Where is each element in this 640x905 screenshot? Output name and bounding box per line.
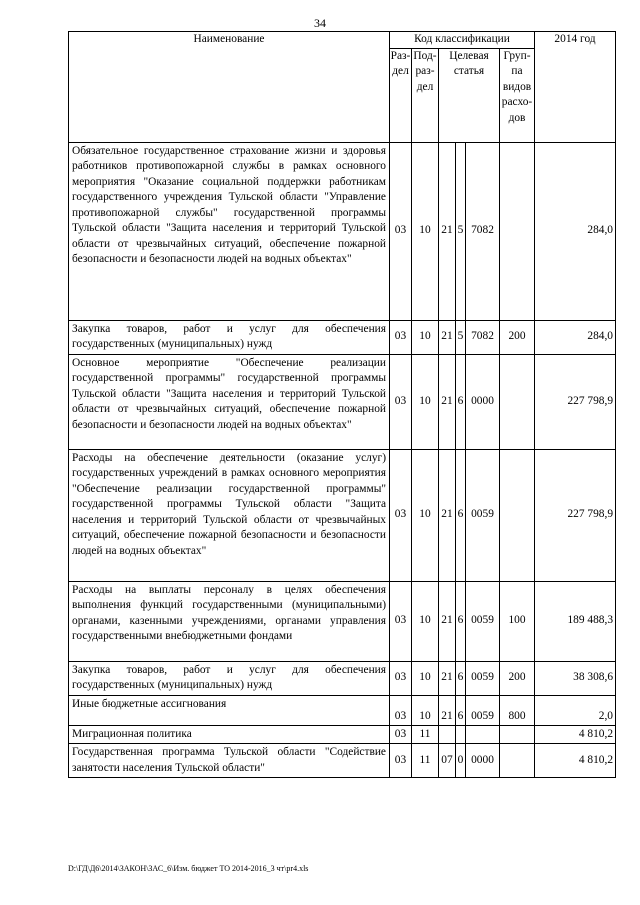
header-group: Груп-па видов расхо-дов (500, 48, 535, 142)
row-target-part-2: 6 (456, 449, 466, 581)
row-target-part-1: 21 (439, 449, 456, 581)
row-target-part-3 (466, 725, 500, 744)
row-podrazdel: 10 (412, 449, 439, 581)
row-expense-group (500, 449, 535, 581)
row-target-part-3: 0059 (466, 449, 500, 581)
row-target-part-2 (456, 725, 466, 744)
row-podrazdel: 10 (412, 581, 439, 661)
table-row (69, 744, 616, 778)
row-razdel: 03 (390, 142, 412, 320)
row-razdel: 03 (390, 449, 412, 581)
row-target-part-1: 21 (439, 695, 456, 725)
header-podrazdel: Под-раз-дел (412, 48, 439, 142)
row-podrazdel: 10 (412, 354, 439, 449)
table-row (69, 695, 616, 725)
row-target-part-1 (439, 725, 456, 744)
row-expense-group (500, 744, 535, 778)
row-amount: 38 308,6 (535, 661, 616, 695)
row-razdel: 03 (390, 581, 412, 661)
row-target-part-2: 6 (456, 354, 466, 449)
header-razdel: Раз-дел (390, 48, 412, 142)
row-expense-group (500, 142, 535, 320)
row-target-part-3: 0059 (466, 695, 500, 725)
row-amount: 284,0 (535, 142, 616, 320)
row-target-part-3: 0059 (466, 581, 500, 661)
row-target-part-1: 21 (439, 320, 456, 354)
footer-file-path: D:\ГД\Д6\2014\ЗАКОН\ЗАС_6\Изм. бюджет ТО 2014-2016_3 чт\pr4.xls (68, 864, 309, 873)
row-expense-group (500, 354, 535, 449)
row-amount: 4 810,2 (535, 744, 616, 778)
row-target-part-1: 21 (439, 354, 456, 449)
row-target-part-2: 6 (456, 695, 466, 725)
row-target-part-3: 0059 (466, 661, 500, 695)
row-name: Основное мероприятие "Обеспечение реализации государственной программы" государственной программы Тульской области "Защита населения и территорий Тульской области от чрезвычайных ситуаций, обеспечение пожарной безопасности и безопасности людей на водных объектах" (69, 354, 390, 449)
row-target-part-3: 0000 (466, 354, 500, 449)
row-razdel: 03 (390, 320, 412, 354)
header-row-1 (69, 32, 616, 49)
row-podrazdel: 10 (412, 661, 439, 695)
row-amount: 4 810,2 (535, 725, 616, 744)
row-razdel: 03 (390, 695, 412, 725)
header-target: Целевая статья (439, 48, 500, 142)
row-amount: 189 488,3 (535, 581, 616, 661)
row-podrazdel: 10 (412, 695, 439, 725)
row-target-part-1: 07 (439, 744, 456, 778)
table-row (69, 449, 616, 581)
row-target-part-2: 0 (456, 744, 466, 778)
row-razdel: 03 (390, 725, 412, 744)
row-amount: 227 798,9 (535, 354, 616, 449)
row-name: Обязательное государственное страхование жизни и здоровья работников противопожарной службы в рамках основного мероприятия "Оказание социальной поддержки работникам государственного учреждения Тульской области "Управление противопожарной службы" государственной программы Тульской области "Защита населения и территорий Тульской области от чрезвычайных ситуаций, обеспечение пожарной безопасности и безопасности людей на водных объектах" (69, 142, 390, 320)
row-razdel: 03 (390, 661, 412, 695)
row-target-part-3: 0000 (466, 744, 500, 778)
row-expense-group: 200 (500, 320, 535, 354)
row-target-part-2: 6 (456, 661, 466, 695)
table-row (69, 661, 616, 695)
table-row (69, 320, 616, 354)
row-podrazdel: 10 (412, 320, 439, 354)
row-expense-group (500, 725, 535, 744)
table-row (69, 581, 616, 661)
row-razdel: 03 (390, 354, 412, 449)
page-number: 34 (314, 16, 326, 30)
row-target-part-3: 7082 (466, 142, 500, 320)
table-row (69, 725, 616, 744)
row-target-part-2: 6 (456, 581, 466, 661)
row-target-part-1: 21 (439, 142, 456, 320)
row-amount: 227 798,9 (535, 449, 616, 581)
row-expense-group: 200 (500, 661, 535, 695)
row-podrazdel: 11 (412, 725, 439, 744)
table-row (69, 354, 616, 449)
row-expense-group: 800 (500, 695, 535, 725)
row-name: Расходы на выплаты персоналу в целях обеспечения выполнения функций государственными (муниципальными) органами, казенными учреждениями, органами управления государственными внебюджетными фондами (69, 581, 390, 661)
row-amount: 284,0 (535, 320, 616, 354)
budget-table (68, 31, 616, 778)
row-target-part-2: 5 (456, 320, 466, 354)
row-target-part-2: 5 (456, 142, 466, 320)
table-row (69, 142, 616, 320)
header-classification: Код классификации (390, 32, 535, 49)
header-name: Наименование (69, 32, 390, 143)
row-name: Расходы на обеспечение деятельности (оказание услуг) государственных учреждений в рамках основного мероприятия "Обеспечение реализации государственной программы" государственной программы Тульской области "Защита населения и территорий Тульской области от чрезвычайных ситуаций, обеспечение пожарной безопасности и безопасности людей на водных объектах" (69, 449, 390, 581)
row-name: Закупка товаров, работ и услуг для обеспечения государственных (муниципальных) нужд (69, 320, 390, 354)
row-razdel: 03 (390, 744, 412, 778)
row-name: Иные бюджетные ассигнования (69, 695, 390, 725)
row-target-part-1: 21 (439, 661, 456, 695)
header-year: 2014 год (535, 32, 616, 143)
row-amount: 2,0 (535, 695, 616, 725)
budget-table-body (69, 142, 616, 778)
row-name: Миграционная политика (69, 725, 390, 744)
row-expense-group: 100 (500, 581, 535, 661)
row-podrazdel: 10 (412, 142, 439, 320)
row-name: Государственная программа Тульской области "Содействие занятости населения Тульской области" (69, 744, 390, 778)
row-target-part-3: 7082 (466, 320, 500, 354)
row-target-part-1: 21 (439, 581, 456, 661)
row-podrazdel: 11 (412, 744, 439, 778)
row-name: Закупка товаров, работ и услуг для обеспечения государственных (муниципальных) нужд (69, 661, 390, 695)
